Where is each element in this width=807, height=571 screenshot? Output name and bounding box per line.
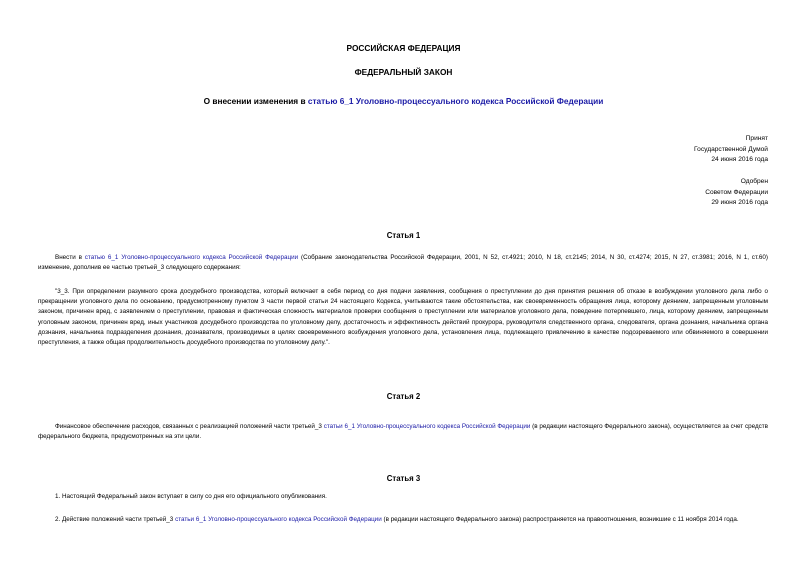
law-title (0, 96, 807, 106)
law-title-link[interactable]: статью 6_1 Уголовно-процессуального кодекса Российской Федерации (307, 96, 604, 106)
federation-heading: РОССИЙСКАЯ ФЕДЕРАЦИЯ (346, 43, 461, 53)
article-3-heading: Статья 3 (386, 474, 421, 483)
article-2-text-suffix: (в редакции настоящего Федерального закона), осуществляется за счет средств федерального бюджета, предусмотренных на эти цели. (38, 423, 769, 441)
law-title-prefix: О внесении изменения в (203, 96, 308, 106)
council-approval-block (705, 177, 768, 209)
article-2-text (38, 422, 768, 442)
article-1-intro (38, 253, 768, 273)
law-type-heading: ФЕДЕРАЛЬНЫЙ ЗАКОН (354, 67, 453, 77)
article-3-item-2-link[interactable]: статьи 6_1 Уголовно-процессуального кодекса Российской Федерации (175, 516, 382, 523)
duma-body-name: Государственной Думой (694, 145, 768, 153)
article-3-item-1: 1. Настоящий Федеральный закон вступает в силу со дня его официального опубликования. (55, 493, 327, 500)
article-2-text-link[interactable]: статьи 6_1 Уголовно-процессуального кодекса Российской Федерации (323, 423, 531, 430)
duma-adoption-block (694, 134, 768, 166)
article-1-intro-link[interactable]: статью 6_1 Уголовно-процессуального кодекса Российской Федерации (84, 254, 299, 261)
article-1-quote: "3_3. При определении разумного срока досудебного производства, который включает в себя период со дня подачи заявления, сообщения о преступлении до дня принятия решения об отказе в возбуждении уголовного дела либо о прекращении уголовного дела по основанию, предусмотренному пунктом 3 части первой статьи 24 настоящего Кодекса, учитываются такие обстоятельства, как своевременность обращения лица, которому деянием, запрещенным уголовным законом, причинен вред, с заявлением о преступлении, правовая и фактическая сложность материалов проверки сообщения о преступлении или материалов уголовного дела, поведение потерпевшего, лица, которому деянием, запрещенным уголовным законом, причинен вред, иных участников досудебного производства по уголовному делу, достаточность и эффективность действий прокурора, руководителя следственного органа, следователя, органа дознания, начальника органа дознания, начальника подразделения дознания, дознавателя, производимых в целях своевременного возбуждения уголовного дела, установления лица, подлежащего привлечению в качестве подозреваемого или обвиняемого в совершении преступления, а также общая продолжительность досудебного производства по уголовному делу.". (38, 288, 768, 347)
council-body-name: Советом Федерации (705, 188, 768, 196)
article-2-text-prefix: Финансовое обеспечение расходов, связанных с реализацией положений части третьей_3 (55, 423, 324, 430)
duma-date: 24 июня 2016 года (711, 156, 768, 164)
duma-adopted-label: Принят (745, 135, 768, 142)
article-3-item-2-prefix: 2. Действие положений части третьей_3 (55, 516, 176, 523)
article-2-heading: Статья 2 (386, 392, 421, 401)
article-3-item-2 (38, 515, 768, 525)
article-3-item-2-suffix: (в редакции настоящего Федерального закона) распространяется на правоотношения, возникшие с 11 ноября 2014 года. (381, 516, 739, 523)
council-date: 29 июня 2016 года (711, 199, 768, 207)
article-1-intro-prefix: Внести в (55, 254, 85, 261)
article-1-heading: Статья 1 (386, 231, 421, 240)
council-approved-label: Одобрен (740, 178, 768, 185)
article-1-intro-suffix: (Собрание законодательства Российской Федерации, 2001, N 52, ст.4921; 2010, N 18, ст.2145; 2014, N 30, ст.4274; 2015, N 27, ст.3981; 2016, N 1, ст.60) изменение, дополнив ее частью третьей_3 следующего содержания: (38, 254, 768, 272)
